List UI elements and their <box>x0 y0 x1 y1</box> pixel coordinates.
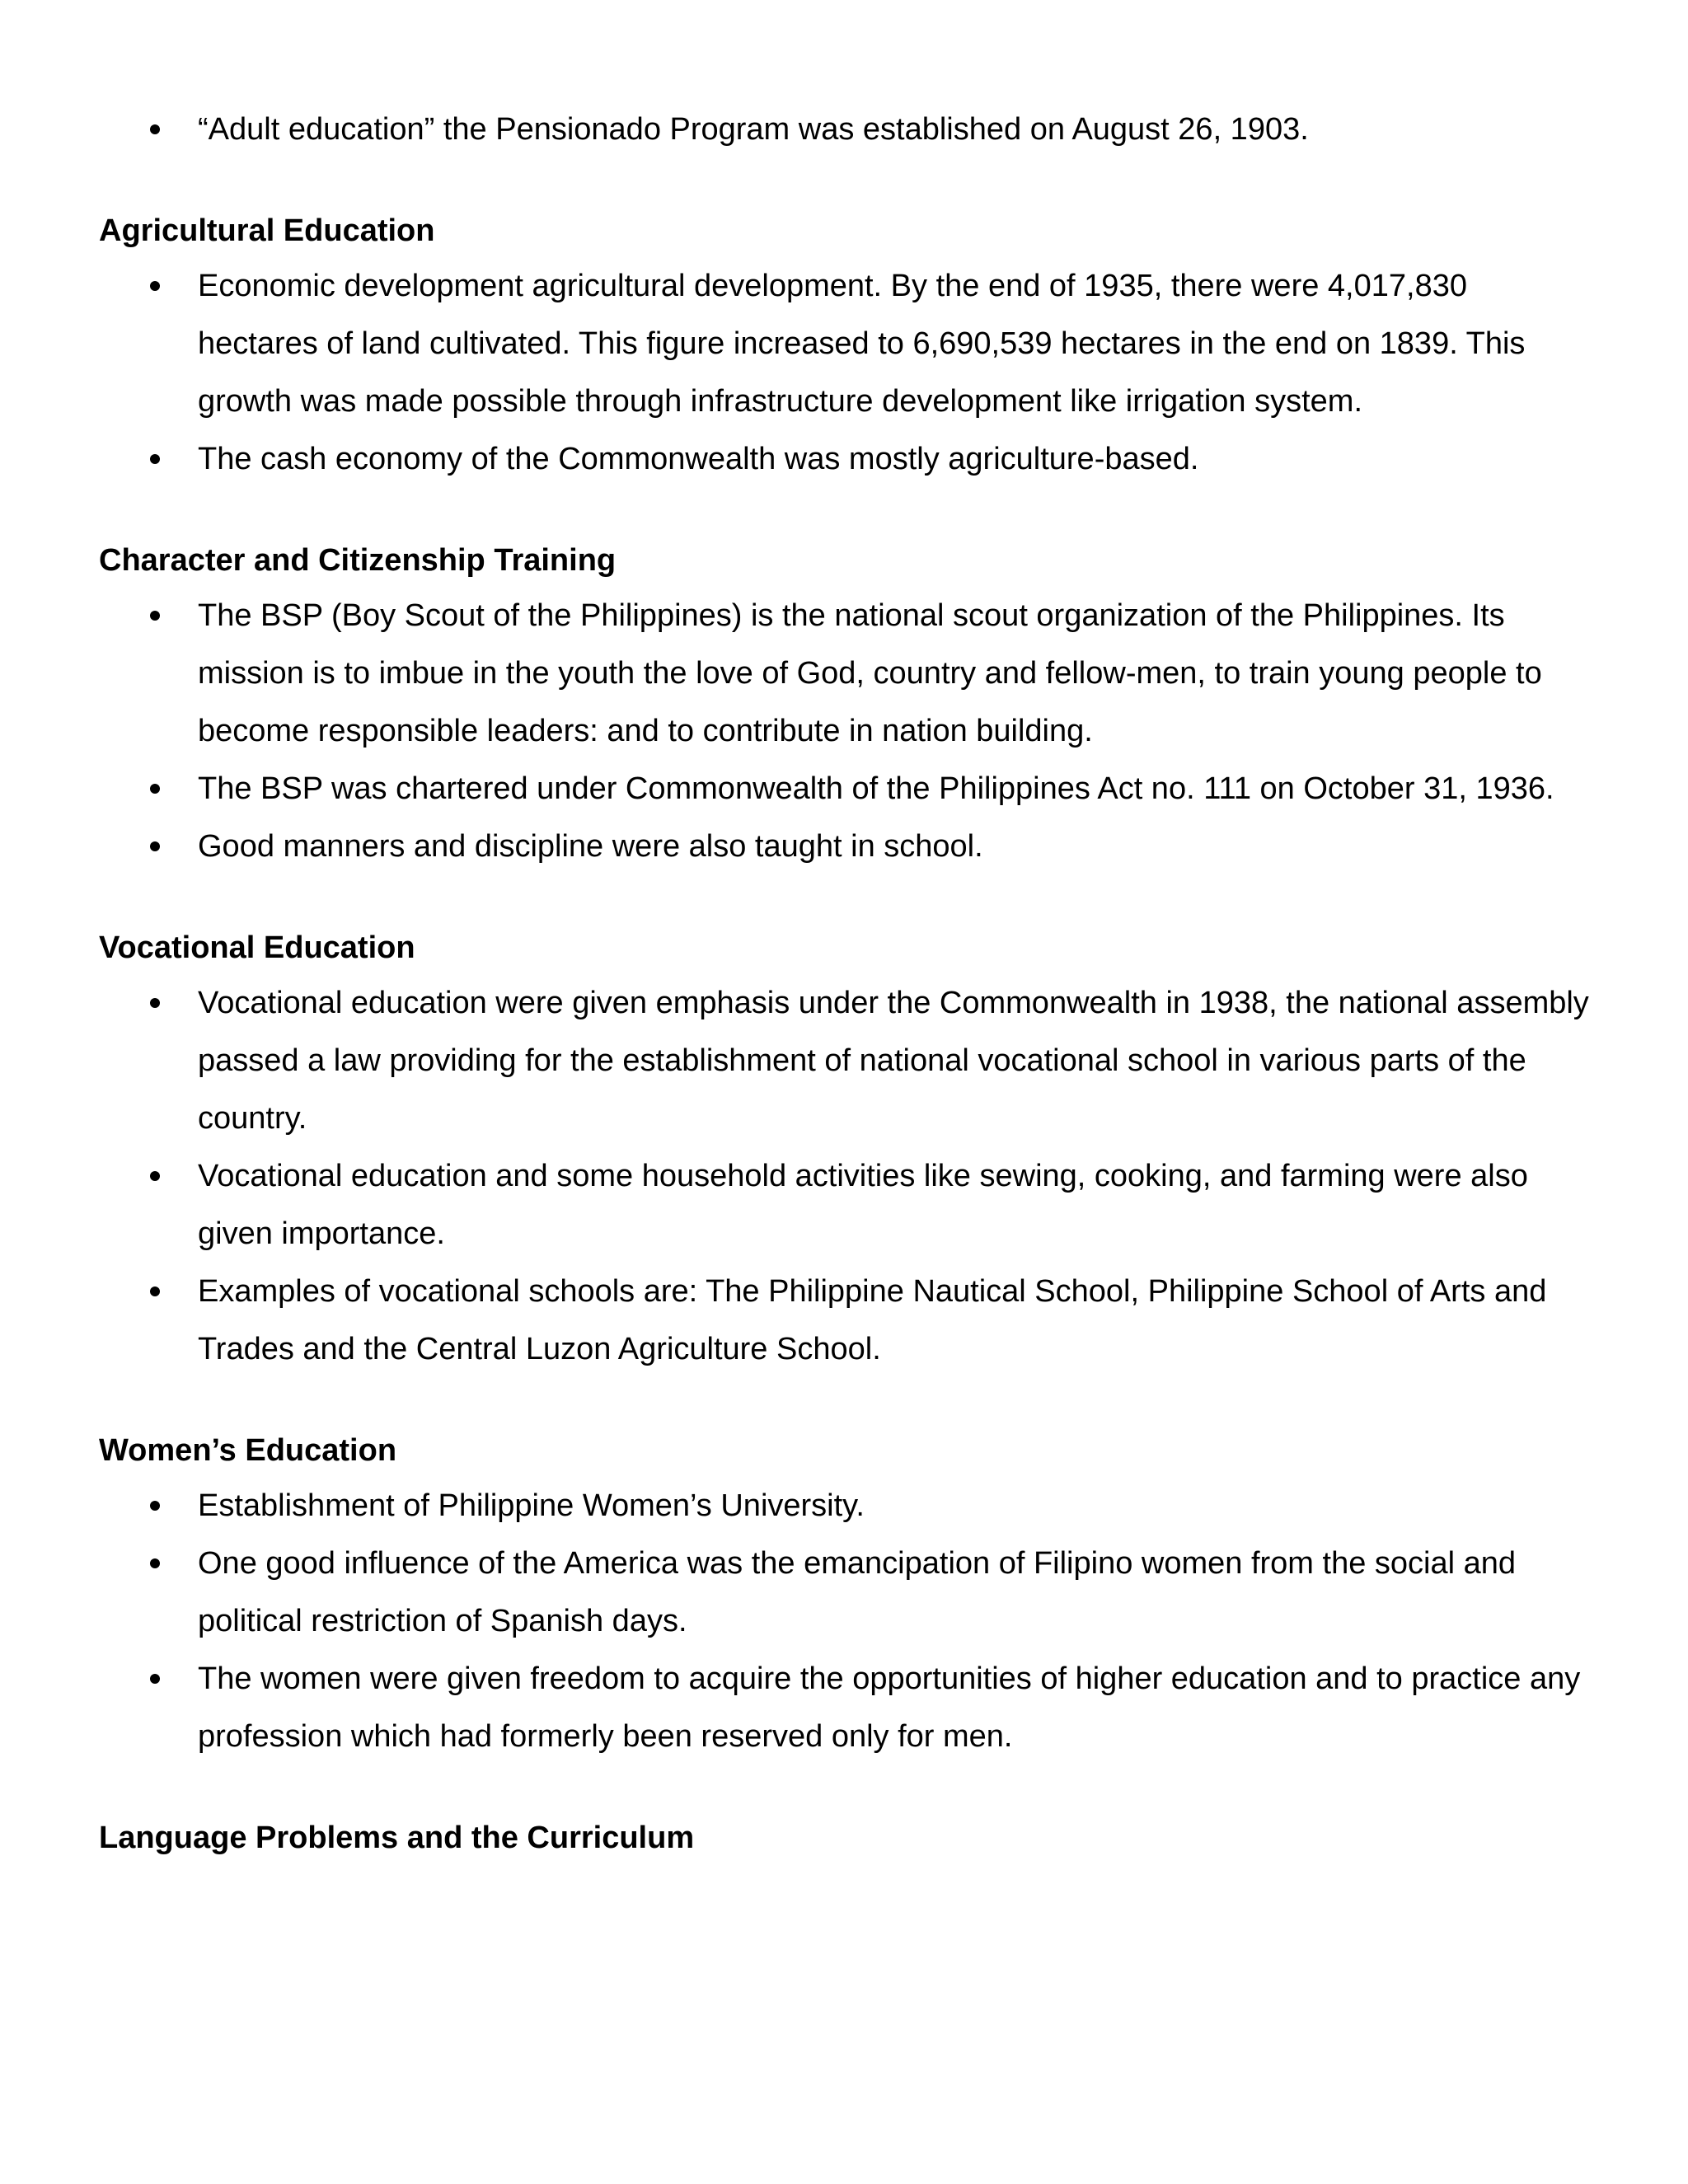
bullet-text: The BSP (Boy Scout of the Philippines) is the national scout organization of the Philippines. Its mission is to imbue in the youth the love of God, country and fellow-men, to train young people to become responsible leaders: and to contribute in nation building. <box>198 598 1542 748</box>
bullet-list <box>99 257 1589 488</box>
section-language-problems <box>99 1820 1589 1856</box>
list-item <box>99 818 1591 875</box>
list-item <box>99 430 1591 488</box>
section-heading: Language Problems and the Curriculum <box>99 1821 695 1855</box>
bullet-icon <box>150 841 160 851</box>
list-item <box>99 1650 1591 1765</box>
bullet-icon <box>150 1286 160 1296</box>
bullet-icon <box>150 281 160 291</box>
bullet-icon <box>150 1501 160 1511</box>
bullet-icon <box>150 1674 160 1684</box>
bullet-text: Vocational education and some household activities like sewing, cooking, and farming were also given importance. <box>198 1159 1528 1251</box>
bullet-text: Vocational education were given emphasis under the Commonwealth in 1938, the national assembly passed a law providing for the establishment of national vocational school in various parts of the country. <box>198 986 1589 1136</box>
section-character-citizenship <box>99 542 1589 875</box>
bullet-text: “Adult education” the Pensionado Program was established on August 26, 1903. <box>198 112 1309 147</box>
list-item <box>99 257 1591 430</box>
bullet-text: Economic development agricultural development. By the end of 1935, there were 4,017,830 hectares of land cultivated. This figure increased to 6,690,539 hectares in the end on 1839. This growth was made possible through infrastructure development like irrigation system. <box>198 269 1526 419</box>
section-pensionado <box>99 101 1589 158</box>
bullet-text: Establishment of Philippine Women’s University. <box>198 1488 865 1523</box>
list-item <box>99 101 1591 158</box>
section-heading: Vocational Education <box>99 930 415 965</box>
list-item <box>99 760 1591 818</box>
section-heading: Character and Citizenship Training <box>99 543 617 578</box>
bullet-text: One good influence of the America was the emancipation of Filipino women from the social and political restriction of Spanish days. <box>198 1546 1517 1638</box>
bullet-icon <box>150 998 160 1008</box>
section-heading: Agricultural Education <box>99 213 435 248</box>
bullet-icon <box>150 1558 160 1568</box>
bullet-text: The BSP was chartered under Commonwealth of the Philippines Act no. 111 on October 31, 1936. <box>198 771 1554 806</box>
bullet-text: Good manners and discipline were also taught in school. <box>198 829 983 864</box>
list-item <box>99 1477 1591 1535</box>
list-item <box>99 974 1591 1147</box>
bullet-icon <box>150 784 160 794</box>
list-item <box>99 587 1591 760</box>
bullet-list <box>99 587 1589 875</box>
section-agricultural-education <box>99 213 1589 488</box>
bullet-text: Examples of vocational schools are: The Philippine Nautical School, Philippine School of Arts and Trades and the Central Luzon Agriculture School. <box>198 1274 1547 1366</box>
bullet-list <box>99 974 1589 1378</box>
section-heading: Women’s Education <box>99 1433 397 1468</box>
bullet-icon <box>150 611 160 621</box>
bullet-icon <box>150 1171 160 1181</box>
bullet-text: The women were given freedom to acquire the opportunities of higher education and to practice any profession which had formerly been reserved only for men. <box>198 1661 1581 1754</box>
section-vocational-education <box>99 930 1589 1378</box>
list-item <box>99 1263 1591 1378</box>
bullet-icon <box>150 454 160 464</box>
list-item <box>99 1535 1591 1650</box>
bullet-list <box>99 101 1589 158</box>
list-item <box>99 1147 1591 1263</box>
section-womens-education <box>99 1432 1589 1765</box>
bullet-list <box>99 1477 1589 1765</box>
bullet-icon <box>150 124 160 134</box>
bullet-text: The cash economy of the Commonwealth was mostly agriculture-based. <box>198 442 1199 476</box>
